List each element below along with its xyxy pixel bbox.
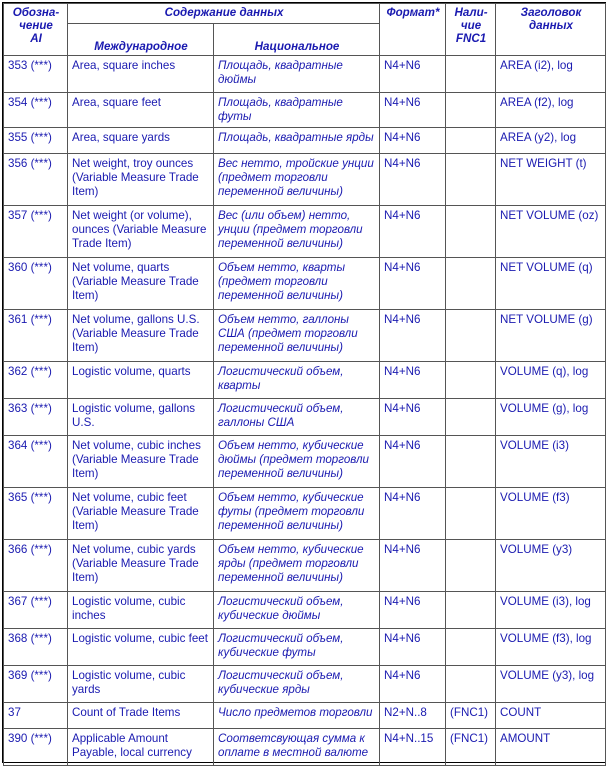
international-cell: Area, square inches <box>68 56 214 93</box>
title-cell: VOLUME (f3) <box>496 488 606 540</box>
national-cell: Вес (или объем) нетто, унции (предмет торговли переменной величины) <box>214 206 380 258</box>
table-row <box>4 488 606 540</box>
table-row <box>4 206 606 258</box>
format-cell: N4+N6 <box>380 629 446 666</box>
title-cell: VOLUME (i3), log <box>496 592 606 629</box>
international-cell: Count of Trade Items <box>68 703 214 729</box>
ai-cell: 356 (***) <box>4 154 68 206</box>
fnc1-cell <box>446 56 496 93</box>
table-row <box>4 703 606 729</box>
national-cell: Логистический объем, кубические дюймы <box>214 592 380 629</box>
fnc1-cell <box>446 540 496 592</box>
national-cell: Площадь, квадратные ярды <box>214 128 380 154</box>
national-cell: Объем нетто, кубические дюймы (предмет торговли переменной величины) <box>214 436 380 488</box>
document-frame <box>2 2 606 763</box>
table-row <box>4 128 606 154</box>
ai-cell: 360 (***) <box>4 258 68 310</box>
ai-cell: 367 (***) <box>4 592 68 629</box>
table-row <box>4 629 606 666</box>
table-row <box>4 362 606 399</box>
title-cell: VOLUME (y3) <box>496 540 606 592</box>
fnc1-cell <box>446 154 496 206</box>
international-cell: Net weight, troy ounces (Variable Measure Trade Item) <box>68 154 214 206</box>
fnc1-cell <box>446 488 496 540</box>
ai-table <box>3 3 606 766</box>
national-cell: Объем нетто, кубические футы (предмет торговли переменной величины) <box>214 488 380 540</box>
title-cell: COUNT <box>496 703 606 729</box>
ai-cell: 357 (***) <box>4 206 68 258</box>
international-cell: Logistic volume, cubic yards <box>68 666 214 703</box>
header-content: Содержание данных <box>68 4 380 24</box>
national-cell: Площадь, квадратные футы <box>214 93 380 128</box>
ai-cell: 355 (***) <box>4 128 68 154</box>
ai-cell: 365 (***) <box>4 488 68 540</box>
international-cell: Net volume, cubic inches (Variable Measure Trade Item) <box>68 436 214 488</box>
format-cell: N4+N6 <box>380 128 446 154</box>
format-cell: N4+N6 <box>380 93 446 128</box>
international-cell: Net volume, quarts (Variable Measure Trade Item) <box>68 258 214 310</box>
table-row <box>4 399 606 436</box>
header-national: Национальное <box>214 24 380 56</box>
header-fnc1: Нали- чие FNC1 <box>446 4 496 56</box>
international-cell: Logistic volume, cubic feet <box>68 629 214 666</box>
table-row <box>4 310 606 362</box>
international-cell: Net volume, gallons U.S. (Variable Measure Trade Item) <box>68 310 214 362</box>
format-cell: N4+N6 <box>380 592 446 629</box>
ai-cell: 366 (***) <box>4 540 68 592</box>
table-row <box>4 154 606 206</box>
header-title: Заголовок данных <box>496 4 606 56</box>
title-cell: VOLUME (y3), log <box>496 666 606 703</box>
fnc1-cell <box>446 592 496 629</box>
national-cell: Площадь, квадратные дюймы <box>214 56 380 93</box>
national-cell: Соответсвующая сумма к оплате в местной валюте <box>214 729 380 766</box>
ai-cell: 361 (***) <box>4 310 68 362</box>
ai-cell: 390 (***) <box>4 729 68 766</box>
title-cell: NET WEIGHT (t) <box>496 154 606 206</box>
title-cell: NET VOLUME (g) <box>496 310 606 362</box>
ai-cell: 354 (***) <box>4 93 68 128</box>
table-row <box>4 666 606 703</box>
ai-cell: 369 (***) <box>4 666 68 703</box>
ai-cell: 37 <box>4 703 68 729</box>
national-cell: Вес нетто, тройские унции (предмет торговли переменной величины) <box>214 154 380 206</box>
international-cell: Logistic volume, cubic inches <box>68 592 214 629</box>
fnc1-cell <box>446 310 496 362</box>
national-cell: Логистический объем, кубические ярды <box>214 666 380 703</box>
table-row <box>4 56 606 93</box>
format-cell: N4+N6 <box>380 540 446 592</box>
fnc1-cell <box>446 666 496 703</box>
international-cell: Logistic volume, quarts <box>68 362 214 399</box>
header-international: Международное <box>68 24 214 56</box>
title-cell: NET VOLUME (oz) <box>496 206 606 258</box>
title-cell: VOLUME (q), log <box>496 362 606 399</box>
international-cell: Area, square yards <box>68 128 214 154</box>
national-cell: Логистический объем, галлоны США <box>214 399 380 436</box>
title-cell: VOLUME (f3), log <box>496 629 606 666</box>
format-cell: N4+N6 <box>380 154 446 206</box>
title-cell: AREA (i2), log <box>496 56 606 93</box>
table-row <box>4 93 606 128</box>
fnc1-cell <box>446 93 496 128</box>
ai-cell: 362 (***) <box>4 362 68 399</box>
national-cell: Число предметов торговли <box>214 703 380 729</box>
format-cell: N4+N6 <box>380 310 446 362</box>
title-cell: AREA (f2), log <box>496 93 606 128</box>
table-row <box>4 540 606 592</box>
national-cell: Объем нетто, кубические ярды (предмет торговли переменной величины) <box>214 540 380 592</box>
ai-cell: 368 (***) <box>4 629 68 666</box>
international-cell: Net weight (or volume), ounces (Variable Measure Trade Item) <box>68 206 214 258</box>
title-cell: AREA (y2), log <box>496 128 606 154</box>
format-cell: N4+N6 <box>380 56 446 93</box>
fnc1-cell <box>446 128 496 154</box>
title-cell: AMOUNT <box>496 729 606 766</box>
national-cell: Логистический объем, кварты <box>214 362 380 399</box>
national-cell: Объем нетто, кварты (предмет торговли переменной величины) <box>214 258 380 310</box>
header-row-1 <box>4 4 606 24</box>
national-cell: Логистический объем, кубические футы <box>214 629 380 666</box>
ai-cell: 353 (***) <box>4 56 68 93</box>
fnc1-cell: (FNC1) <box>446 703 496 729</box>
format-cell: N4+N6 <box>380 362 446 399</box>
table-row <box>4 592 606 629</box>
title-cell: VOLUME (g), log <box>496 399 606 436</box>
national-cell: Объем нетто, галлоны США (предмет торговли переменной величины) <box>214 310 380 362</box>
fnc1-cell <box>446 206 496 258</box>
format-cell: N4+N6 <box>380 399 446 436</box>
header-format: Формат* <box>380 4 446 56</box>
format-cell: N4+N6 <box>380 488 446 540</box>
international-cell: Logistic volume, gallons U.S. <box>68 399 214 436</box>
fnc1-cell <box>446 436 496 488</box>
table-row <box>4 436 606 488</box>
table-row <box>4 258 606 310</box>
title-cell: VOLUME (i3) <box>496 436 606 488</box>
format-cell: N4+N6 <box>380 258 446 310</box>
format-cell: N4+N6 <box>380 206 446 258</box>
international-cell: Net volume, cubic feet (Variable Measure Trade Item) <box>68 488 214 540</box>
table-row <box>4 729 606 766</box>
ai-cell: 364 (***) <box>4 436 68 488</box>
table-body <box>4 56 606 766</box>
title-cell: NET VOLUME (q) <box>496 258 606 310</box>
fnc1-cell <box>446 362 496 399</box>
fnc1-cell <box>446 399 496 436</box>
header-ai: Обозна- чение AI <box>4 4 68 56</box>
fnc1-cell <box>446 258 496 310</box>
ai-cell: 363 (***) <box>4 399 68 436</box>
format-cell: N4+N6 <box>380 666 446 703</box>
format-cell: N2+N..8 <box>380 703 446 729</box>
international-cell: Area, square feet <box>68 93 214 128</box>
international-cell: Applicable Amount Payable, local currency <box>68 729 214 766</box>
format-cell: N4+N..15 <box>380 729 446 766</box>
format-cell: N4+N6 <box>380 436 446 488</box>
international-cell: Net volume, cubic yards (Variable Measure Trade Item) <box>68 540 214 592</box>
fnc1-cell: (FNC1) <box>446 729 496 766</box>
fnc1-cell <box>446 629 496 666</box>
